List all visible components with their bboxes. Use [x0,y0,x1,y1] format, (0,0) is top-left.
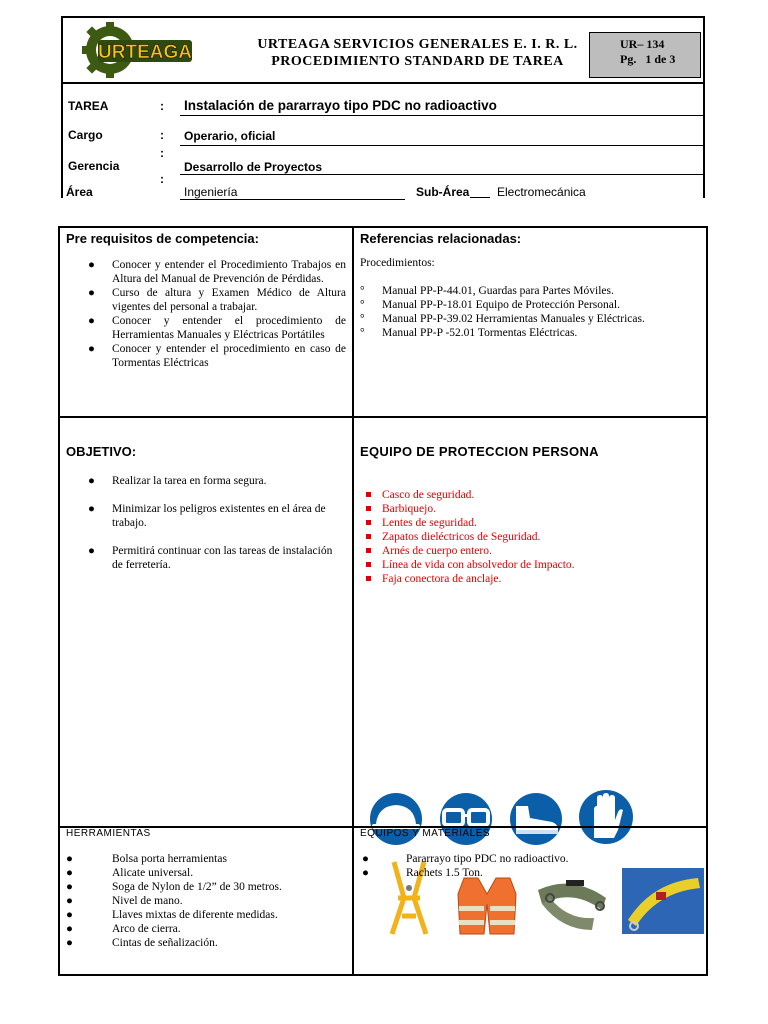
list-item: Arnés de cuerpo entero. [366,544,696,558]
prereq-title: Pre requisitos de competencia: [66,231,259,246]
square-bullet-icon [366,534,371,539]
degree-bullet-icon: ° [360,313,365,325]
urteaga-logo [82,20,194,80]
task-details-table [58,226,708,976]
tools-list [66,852,346,950]
equipment-materials-cell [352,826,708,976]
bullet-icon: ● [362,867,369,879]
colon: : [160,99,164,113]
cargo-value: Operario, oficial [184,129,276,143]
objective-list [88,474,338,572]
subarea-value: Electromecánica [497,185,586,199]
tarea-label: TAREA [68,99,109,113]
square-bullet-icon [366,520,371,525]
square-bullet-icon [366,562,371,567]
list-item: ● Minimizar los peligros existentes en el área de trabajo. [88,503,326,529]
bullet-icon: ● [66,881,73,893]
list-item: Faja conectora de anclaje. [366,572,696,586]
bullet-icon: ● [88,287,95,299]
ppe-list [366,488,696,586]
list-item: ● Realizar la tarea en forma segura. [88,475,267,487]
references-cell [352,226,708,418]
gerencia-field [180,158,705,175]
list-item: Lentes de seguridad. [366,516,696,530]
area-field [180,183,405,200]
bullet-icon: ● [88,315,95,327]
bullet-icon: ● [66,909,73,921]
subarea-label: Sub-Área [416,185,470,199]
tools-title: HERRAMIENTAS [66,828,151,839]
equipment-title: EQUIPOS Y MATERIALES [360,828,491,839]
colon: : [160,146,164,160]
document-type: PROCEDIMIENTO STANDARD DE TAREA [271,54,564,69]
list-item: Casco de seguridad. [366,488,696,502]
list-item: ° Manual PP-P-18.01 Equipo de Protección Personal. [360,299,620,311]
bullet-icon: ● [88,343,95,355]
list-item: ° Manual PP-P-39.02 Herramientas Manuales y Eléctricas. [360,313,645,325]
list-item: ° Manual PP-P -52.01 Tormentas Eléctricas. [360,327,578,339]
references-title: Referencias relacionadas: [360,231,522,246]
square-bullet-icon [366,576,371,581]
list-item: ● Conocer y entender el Procedimiento Trabajos en Altura del Manual de Prevención de Pérdidas. [88,259,346,285]
degree-bullet-icon: ° [360,299,365,311]
list-item: ● Rachets 1.5 Ton. [362,867,483,879]
list-item: ● Bolsa porta herramientas [66,853,227,865]
company-title [230,36,605,70]
bullet-icon: ● [66,923,73,935]
list-item: ● Llaves mixtas de diferente medidas. [66,909,278,921]
list-item: Línea de vida con absolvedor de Impacto. [366,558,696,572]
bullet-icon: ● [66,937,73,949]
equipment-list [362,852,702,880]
cargo-field [180,127,705,146]
bullet-icon: ● [362,853,369,865]
ppe-title: EQUIPO DE PROTECCION PERSONA [360,444,599,459]
objective-title: OBJETIVO: [66,444,137,459]
list-item: ● Permitirá continuar con las tareas de instalación de ferretería. [88,545,333,571]
bullet-icon: ● [66,853,73,865]
prereq-cell [58,226,354,418]
bullet-icon: ● [66,895,73,907]
list-item: ● Alicate universal. [66,867,194,879]
list-item: ● Curso de altura y Examen Médico de Altura vigentes del personal a trabajar. [88,287,346,313]
colon: : [160,128,164,142]
list-item: ● Nivel de mano. [66,895,183,907]
list-item: Barbiquejo. [366,502,696,516]
tarea-field [180,97,705,116]
document-code: UR– 134 [620,37,665,51]
list-item: ° Manual PP-P-44.01, Guardas para Partes Móviles. [360,285,614,297]
bullet-icon: ● [66,867,73,879]
gerencia-value: Desarrollo de Proyectos [184,160,323,174]
bullet-icon: ● [88,545,95,557]
prereq-list [88,258,346,370]
degree-bullet-icon: ° [360,327,365,339]
list-item: ● Conocer y entender el procedimiento en caso de Tormentas Eléctricas [88,343,346,369]
list-item: Zapatos dieléctricos de Seguridad. [366,530,696,544]
square-bullet-icon [366,548,371,553]
colon: : [160,172,164,186]
square-bullet-icon [366,506,371,511]
list-item: ● Arco de cierra. [66,923,181,935]
objective-cell [58,416,354,828]
list-item: ● Pararrayo tipo PDC no radioactivo. [362,853,569,865]
bullet-icon: ● [88,503,95,515]
ppe-cell [352,416,708,828]
bullet-icon: ● [88,475,95,487]
subarea-underline [470,197,490,198]
page-number: Pg. 1 de 3 [620,52,676,66]
document-code-box [589,32,701,78]
list-item: ● Soga de Nylon de 1/2” de 30 metros. [66,881,282,893]
area-label: Área [66,185,93,199]
references-subtitle: Procedimientos: [360,257,435,269]
company-name: URTEAGA SERVICIOS GENERALES E. I. R. L. [257,37,578,52]
square-bullet-icon [366,492,371,497]
gerencia-label: Gerencia [68,159,120,173]
cargo-label: Cargo [68,128,103,142]
tools-cell [58,826,354,976]
list-item: ● Conocer y entender el procedimiento de Herramientas Manuales y Eléctricas Portátiles [88,315,346,341]
tarea-value: Instalación de pararrayo tipo PDC no radioactivo [184,98,497,113]
degree-bullet-icon: ° [360,285,365,297]
bullet-icon: ● [88,259,95,271]
svg-text:URTEAGA: URTEAGA [98,42,192,63]
area-value: Ingeniería [184,185,238,199]
references-list [360,284,700,340]
list-item: ● Cintas de señalización. [66,937,218,949]
